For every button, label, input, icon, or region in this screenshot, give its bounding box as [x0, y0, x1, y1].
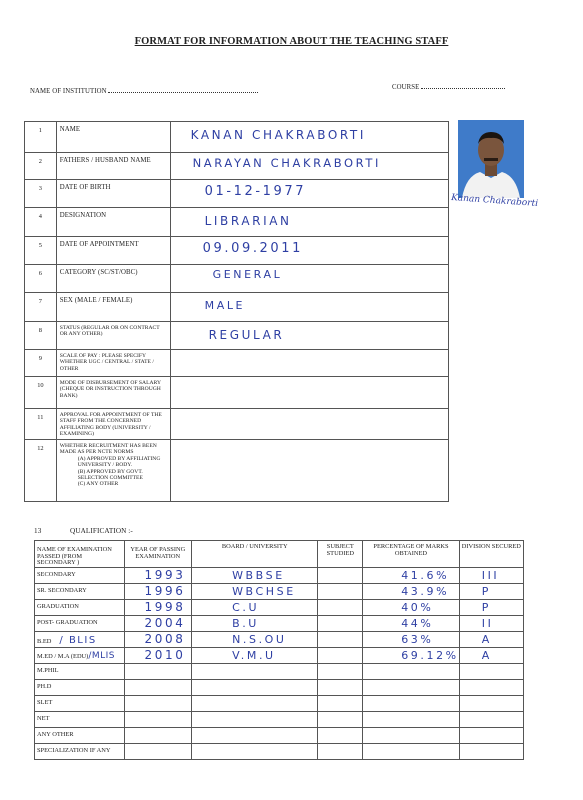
qualification-cell-subject	[318, 631, 363, 647]
qualification-cell-board	[192, 599, 318, 615]
qualification-table	[34, 540, 524, 760]
row-label: CATEGORY (SC/ST/OBC)	[56, 265, 170, 293]
page-title: FORMAT FOR INFORMATION ABOUT THE TEACHING STAFF	[134, 36, 449, 47]
qualification-exam: ANY OTHER	[37, 730, 74, 738]
qualification-cell-division	[459, 663, 523, 679]
qualification-division: P	[481, 600, 491, 614]
qualification-cell-exam	[35, 711, 125, 727]
qualification-board: B.U	[232, 616, 259, 630]
qualification-cell-subject	[318, 743, 363, 759]
qualification-year: 2008	[144, 631, 186, 646]
qualification-exam: SLET	[37, 698, 53, 706]
row-number: 11	[25, 409, 57, 440]
qualification-cell-board	[192, 727, 318, 743]
qualification-cell-board	[192, 567, 318, 583]
row-number: 7	[25, 293, 57, 322]
qualification-cell-exam	[35, 679, 125, 695]
med-handwritten-note: /MLIS	[88, 650, 115, 661]
qualification-cell-subject	[318, 727, 363, 743]
qualification-cell-year	[124, 679, 192, 695]
qualification-cell-year	[124, 567, 192, 583]
option-b: (B) APPROVED BY GOVT. SELECTION COMMITTEE	[77, 468, 143, 482]
qualification-cell-percent	[363, 615, 460, 631]
qualification-row	[35, 583, 524, 599]
qualification-cell-exam	[35, 599, 125, 615]
qualification-exam: GRADUATION	[37, 602, 79, 610]
info-row	[25, 122, 449, 153]
qualification-cell-exam	[35, 615, 125, 631]
qualification-cell-subject	[318, 599, 363, 615]
qualification-cell-board	[192, 615, 318, 631]
qualification-exam: POST- GRADUATION	[37, 618, 98, 626]
qualification-cell-division	[459, 695, 523, 711]
qualification-board: WBBSE	[232, 568, 285, 582]
info-row	[25, 322, 449, 350]
qualification-cell-year	[124, 711, 192, 727]
qualification-cell-division	[459, 615, 523, 631]
qualification-division: III	[481, 568, 500, 582]
qualification-cell-subject	[318, 695, 363, 711]
qualification-cell-subject	[318, 679, 363, 695]
qualification-cell-board	[192, 743, 318, 759]
qualification-row	[35, 695, 524, 711]
qualification-exam: B.ED	[37, 637, 52, 645]
qualification-board: N.S.OU	[232, 632, 287, 646]
qualification-division: II	[481, 616, 494, 630]
qualification-cell-percent	[363, 663, 460, 679]
qualification-cell-division	[459, 727, 523, 743]
option-c: (C) ANY OTHER	[77, 481, 119, 488]
qualification-board: WBCHSE	[232, 584, 296, 598]
qualification-year: 2004	[144, 615, 186, 630]
row-number: 5	[25, 237, 57, 265]
row-number: 1	[25, 122, 57, 153]
bed-handwritten-note: / BLIS	[59, 634, 97, 646]
father-name-value: NARAYAN CHAKRABORTI	[192, 156, 382, 170]
qualification-cell-subject	[318, 647, 363, 663]
qualification-cell-exam	[35, 695, 125, 711]
qualification-cell-year	[124, 599, 192, 615]
qualification-exam: M.ED / M.A (EDU)	[37, 652, 89, 660]
qualification-cell-exam	[35, 567, 125, 583]
qualification-cell-subject	[318, 663, 363, 679]
row-value-cell	[170, 350, 448, 377]
row-value-cell	[170, 153, 448, 180]
qualification-year: 2010	[144, 647, 186, 662]
info-row	[25, 153, 449, 180]
qualification-cell-percent	[363, 599, 460, 615]
header-board: BOARD / UNIVERSITY	[192, 541, 318, 568]
row-label: SCALE OF PAY : PLEASE SPECIFY WHETHER UGC / CENTRAL / STATE / OTHER	[56, 350, 170, 377]
qualification-cell-subject	[318, 567, 363, 583]
qualification-cell-board	[192, 679, 318, 695]
qualification-row	[35, 615, 524, 631]
qualification-cell-division	[459, 599, 523, 615]
row-value-cell	[170, 208, 448, 237]
qualification-percent: 43.9%	[401, 584, 450, 598]
qualification-cell-division	[459, 583, 523, 599]
qualification-cell-division	[459, 631, 523, 647]
staff-info-table	[24, 121, 449, 502]
course-field	[392, 82, 505, 91]
qualification-row	[35, 599, 524, 615]
qualification-cell-board	[192, 583, 318, 599]
category-value: GENERAL	[212, 268, 283, 281]
qualification-percent: 63%	[401, 632, 434, 646]
status-value: REGULAR	[208, 328, 285, 342]
qualification-cell-exam	[35, 727, 125, 743]
row-number: 6	[25, 265, 57, 293]
qualification-cell-year	[124, 615, 192, 631]
header-subject: SUBJECT STUDIED	[318, 541, 363, 568]
row-label: APPROVAL FOR APPOINTMENT OF THE STAFF FROM THE CONCERNED AFFILIATING BODY (UNIVERSITY / EXAMINING)	[56, 409, 170, 440]
row-label: DATE OF BIRTH	[56, 180, 170, 208]
row-label: MODE OF DISBURSEMENT OF SALARY (CHEQUE OR INSTRUCTION THROUGH BANK)	[56, 377, 170, 409]
institution-blank	[108, 86, 258, 93]
row-number: 12	[25, 440, 57, 502]
designation-value: LIBRARIAN	[204, 214, 292, 228]
header-percent: PERCENTAGE OF MARKS OBTAINED	[363, 541, 460, 568]
qualification-row	[35, 663, 524, 679]
qualification-cell-percent	[363, 743, 460, 759]
qualification-row	[35, 631, 524, 647]
qualification-cell-exam	[35, 583, 125, 599]
row-label: STATUS (REGULAR OR ON CONTRACT OR ANY OTHER)	[56, 322, 170, 350]
sex-value: MALE	[204, 299, 246, 312]
institution-label: NAME OF INSTITUTION	[30, 88, 107, 95]
qualification-percent: 40%	[401, 600, 434, 614]
qualification-year: 1998	[144, 599, 186, 614]
dob-value: 01-12-1977	[204, 184, 307, 199]
qualification-cell-year	[124, 727, 192, 743]
qualification-row	[35, 567, 524, 583]
qualification-cell-board	[192, 647, 318, 663]
qualification-cell-board	[192, 695, 318, 711]
qualification-percent: 69.12%	[401, 648, 459, 662]
qualification-cell-board	[192, 663, 318, 679]
qualification-exam: NET	[37, 714, 50, 722]
qualification-header-row	[35, 541, 524, 568]
qualification-cell-year	[124, 583, 192, 599]
qualification-cell-percent	[363, 583, 460, 599]
header-division: DIVISION SECURED	[459, 541, 523, 568]
qualification-heading: QUALIFICATION :-	[70, 527, 133, 535]
row-value-cell	[170, 322, 448, 350]
qualification-cell-board	[192, 711, 318, 727]
course-blank	[421, 82, 505, 89]
qualification-row	[35, 679, 524, 695]
info-row	[25, 237, 449, 265]
row-label: FATHERS / HUSBAND NAME	[56, 153, 170, 180]
qualification-cell-exam	[35, 647, 125, 663]
row-label-12	[56, 440, 170, 502]
info-row	[25, 377, 449, 409]
row-number: 10	[25, 377, 57, 409]
qualification-row	[35, 743, 524, 759]
row-label: NAME	[56, 122, 170, 153]
qualification-exam: SR. SECONDARY	[37, 586, 87, 594]
row-value-cell	[170, 122, 448, 153]
appointment-date-value: 09.09.2011	[202, 241, 304, 256]
qualification-board: C.U	[232, 600, 260, 614]
qualification-division: A	[481, 632, 492, 646]
row-number: 3	[25, 180, 57, 208]
info-row	[25, 208, 449, 237]
qualification-cell-division	[459, 679, 523, 695]
qualification-cell-year	[124, 743, 192, 759]
row-number: 9	[25, 350, 57, 377]
staff-photo	[458, 120, 524, 198]
qualification-cell-division	[459, 647, 523, 663]
qualification-heading-number: 13	[34, 527, 42, 535]
name-value: KANAN CHAKRABORTI	[190, 128, 366, 142]
info-row	[25, 350, 449, 377]
qualification-board: V.M.U	[232, 648, 276, 662]
qualification-cell-division	[459, 743, 523, 759]
qualification-cell-year	[124, 695, 192, 711]
header-exam: NAME OF EXAMINATION PASSED (FROM SECONDARY )	[35, 541, 125, 568]
row-value-cell	[170, 265, 448, 293]
qualification-division: A	[481, 648, 492, 662]
qualification-exam: M.PHIL	[37, 666, 59, 674]
qualification-percent: 41.6%	[401, 568, 450, 582]
header-year: YEAR OF PASSING EXAMINATION	[124, 541, 192, 568]
qualification-cell-percent	[363, 567, 460, 583]
recruitment-question: WHETHER RECRUITMENT HAS BEEN MADE AS PER NCTE NORMS	[59, 443, 157, 456]
qualification-cell-percent	[363, 727, 460, 743]
qualification-exam: SECONDARY	[37, 570, 76, 578]
signature: Kanan Chakraborti	[450, 192, 539, 210]
row-value-cell	[170, 180, 448, 208]
qualification-cell-year	[124, 663, 192, 679]
row-number: 4	[25, 208, 57, 237]
info-row	[25, 409, 449, 440]
qualification-row	[35, 711, 524, 727]
info-row	[25, 265, 449, 293]
qualification-cell-exam	[35, 663, 125, 679]
row-label: DATE OF APPOINTMENT	[56, 237, 170, 265]
qualification-cell-percent	[363, 711, 460, 727]
qualification-cell-division	[459, 711, 523, 727]
qualification-percent: 44%	[401, 616, 434, 630]
info-row	[25, 440, 449, 502]
row-value-cell	[170, 293, 448, 322]
qualification-exam: PH.D	[37, 682, 52, 690]
row-value-cell	[170, 237, 448, 265]
qualification-year: 1993	[144, 567, 186, 582]
qualification-cell-subject	[318, 583, 363, 599]
qualification-cell-exam	[35, 743, 125, 759]
row-number: 2	[25, 153, 57, 180]
qualification-cell-percent	[363, 631, 460, 647]
qualification-cell-percent	[363, 695, 460, 711]
person-portrait-icon	[458, 120, 524, 198]
qualification-cell-subject	[318, 615, 363, 631]
info-row	[25, 180, 449, 208]
qualification-cell-subject	[318, 711, 363, 727]
qualification-year: 1996	[144, 583, 186, 598]
qualification-division: P	[481, 584, 491, 598]
row-value-cell	[170, 440, 448, 502]
qualification-cell-year	[124, 647, 192, 663]
course-label: COURSE	[392, 84, 420, 91]
row-label: DESIGNATION	[56, 208, 170, 237]
institution-field	[30, 86, 258, 95]
qualification-row	[35, 647, 524, 663]
info-row	[25, 293, 449, 322]
qualification-exam: SPECIALIZATION IF ANY	[37, 746, 111, 754]
row-label: SEX (MALE / FEMALE)	[56, 293, 170, 322]
option-a: (A) APPROVED BY AFFILIATING UNIVERSITY / BODY.	[77, 455, 161, 469]
row-value-cell	[170, 409, 448, 440]
qualification-cell-division	[459, 567, 523, 583]
qualification-cell-board	[192, 631, 318, 647]
qualification-cell-year	[124, 631, 192, 647]
qualification-cell-percent	[363, 679, 460, 695]
row-number: 8	[25, 322, 57, 350]
qualification-row	[35, 727, 524, 743]
qualification-cell-exam	[35, 631, 125, 647]
row-value-cell	[170, 377, 448, 409]
qualification-cell-percent	[363, 647, 460, 663]
